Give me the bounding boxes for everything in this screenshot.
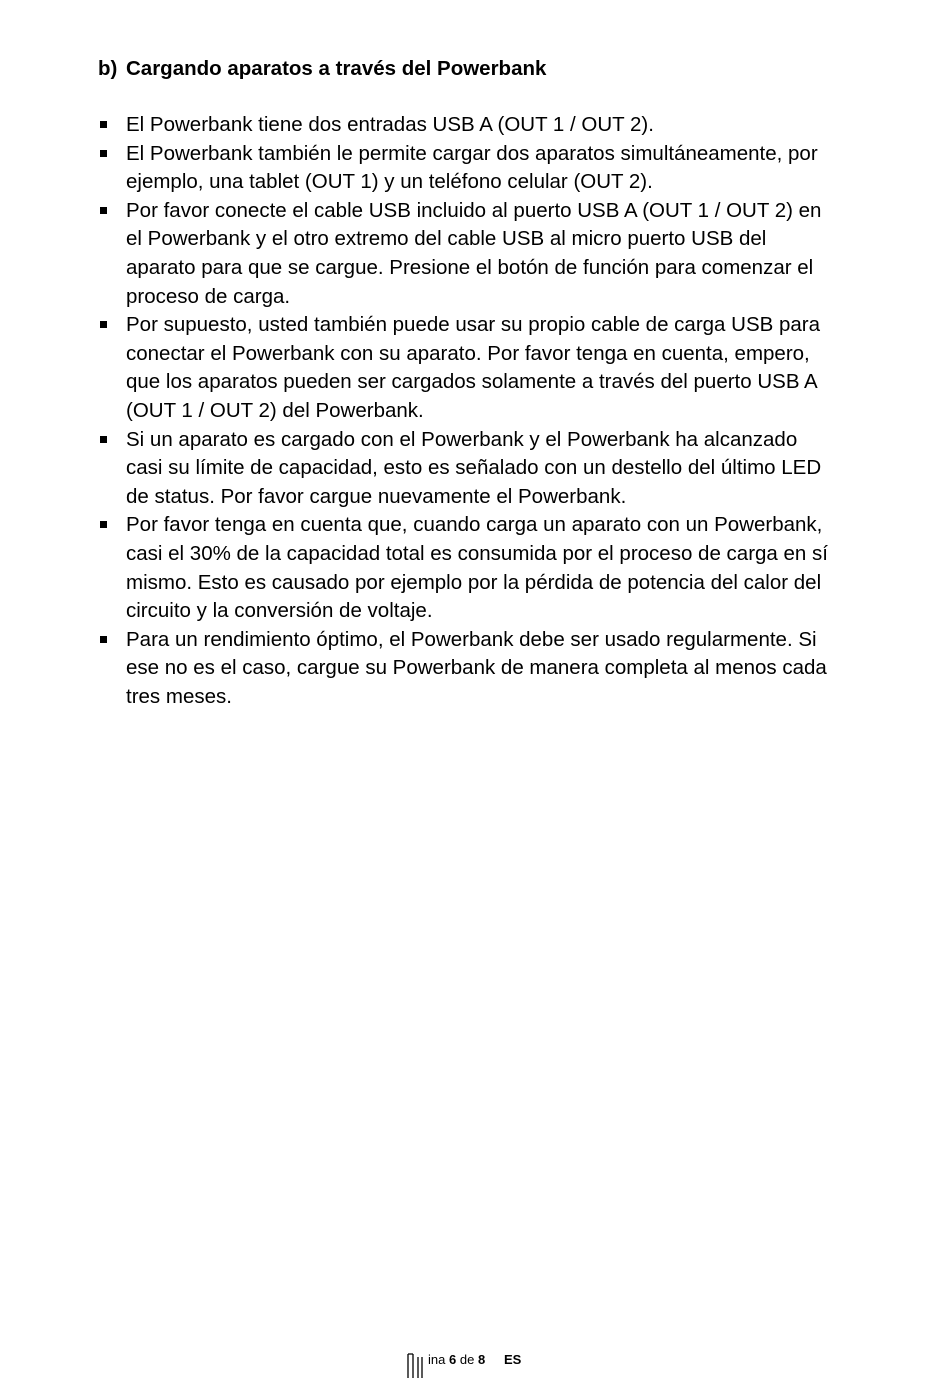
bullet-text: Por favor tenga en cuenta que, cuando carga un aparato con un Powerbank, casi el 30% de la capacidad total es consumida por el proceso de carga en sí mismo. Esto es causado por ejemplo por la pérdida de potencia del calor del circuito y la conversión de voltaje. [126,513,828,623]
bullet-text: Si un aparato es cargado con el Powerbank y el Powerbank ha alcanzado casi su límite de capacidad, esto es señalado con un destello del último LED de status. Por favor cargue nuevamente el Powerbank. [126,427,822,508]
current-page: 6 [448,1352,457,1367]
total-pages: 8 [477,1352,486,1367]
bullet-text: Por favor conecte el cable USB incluido al puerto USB A (OUT 1 / OUT 2) en el Powerbank y el otro extremo del cable USB al micro puerto USB del aparato para que se cargue. Presione el botón de función para comenzar el proceso de carga. [126,198,822,308]
square-bullet-icon [100,436,107,443]
clipped-text-glyph-icon [406,1353,426,1379]
bullet-text: Para un rendimiento óptimo, el Powerbank debe ser usado regularmente. Si ese no es el caso, cargue su Powerbank de manera completa al menos cada tres meses. [126,627,827,708]
bullet-text: Por supuesto, usted también puede usar su propio cable de carga USB para conectar el Powerbank con su aparato. Por favor tenga en cuenta, empero, que los aparatos pueden ser cargados solamente a través del puerto USB A (OUT 1 / OUT 2) del Powerbank. [126,313,821,422]
page-number [428,1351,485,1369]
section-marker: b) [98,57,118,80]
square-bullet-icon [100,150,107,157]
square-bullet-icon [100,521,107,528]
square-bullet-icon [100,636,107,643]
list-item [98,111,838,140]
bullet-text: El Powerbank también le permite cargar dos aparatos simultáneamente, por ejemplo, una tablet (OUT 1) y un teléfono celular (OUT 2). [126,141,818,194]
bullet-text: El Powerbank tiene dos entradas USB A (OUT 1 / OUT 2). [126,113,654,136]
square-bullet-icon [100,321,107,328]
list-item [98,511,838,625]
list-item [98,197,838,311]
language-code: ES [504,1352,522,1367]
page-prefix: ina [428,1352,446,1367]
bullet-list [98,111,838,711]
list-item [98,140,838,197]
square-bullet-icon [100,121,107,128]
section-title: Cargando aparatos a través del Powerbank [126,57,547,80]
page-separator: de [459,1352,475,1367]
square-bullet-icon [100,207,107,214]
section-heading [98,55,546,83]
list-item [98,626,838,712]
list-item [98,426,838,512]
list-item [98,311,838,425]
